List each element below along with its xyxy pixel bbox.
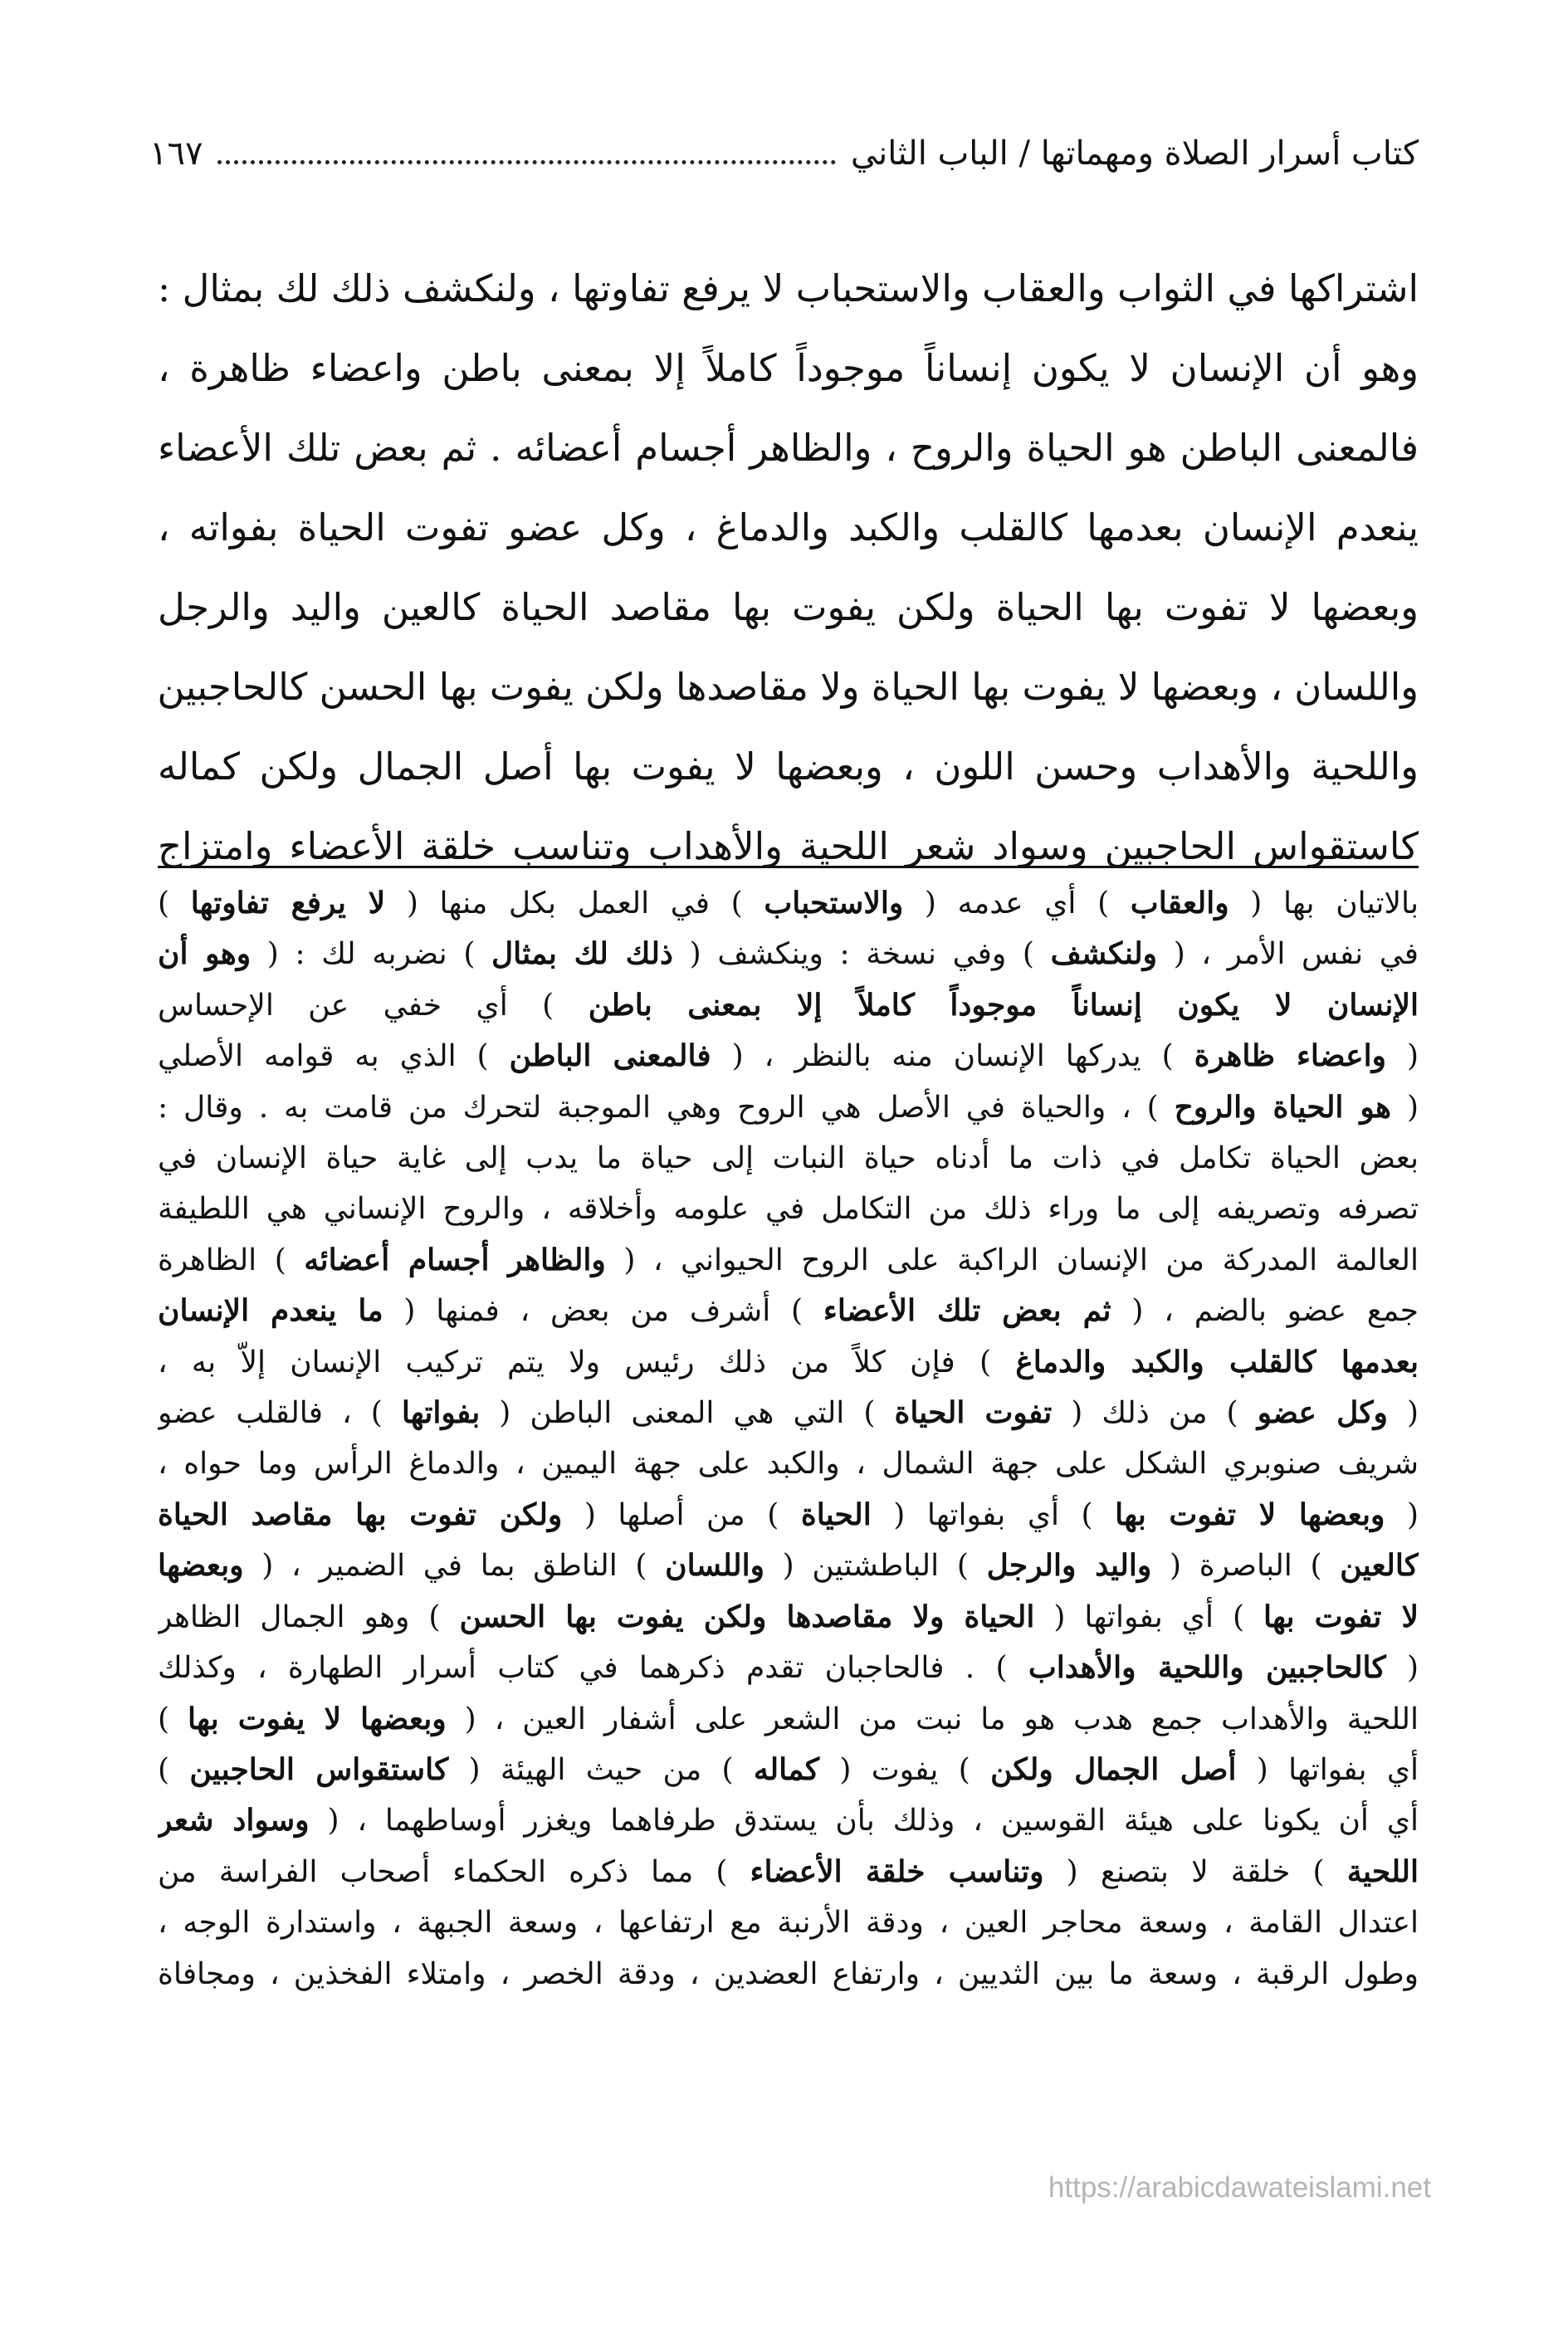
main-text-line: ينعدم الإنسان بعدمها كالقلب والكبد والدماغ ، وكل عضو تفوت الحياة بفواته ، [158, 505, 1419, 549]
commentary-line: وطول الرقبة ، وسعة ما بين الثديين ، وارتفاع العضدين ، ودقة الخصر ، وامتلاء الفخذين ، ومجافاة [158, 1956, 1419, 1991]
commentary-line: ( وكل عضو ) من ذلك ( تفوت الحياة ) التي هي المعنى الباطن ( بفواتها ) ، فالقلب عضو [158, 1395, 1419, 1431]
commentary-line: بالاتيان بها ( والعقاب ) أي عدمه ( والاستحباب ) في العمل بكل منها ( لا يرفع تفاوتها ) [158, 886, 1419, 921]
commentary-block [158, 878, 1419, 2000]
main-text-line: واللحية والأهداب وحسن اللون ، وبعضها لا يفوت بها أصل الجمال ولكن كماله [158, 745, 1419, 789]
main-text-line: وهو أن الإنسان لا يكون إنساناً موجوداً كاملاً إلا بمعنى باطن واعضاء ظاهرة ، [158, 346, 1419, 390]
main-text-line: فالمعنى الباطن هو الحياة والروح ، والظاهر أجسام أعضائه . ثم بعض تلك الأعضاء [158, 426, 1419, 470]
commentary-line: ( وبعضها لا تفوت بها ) أي بفواتها ( الحياة ) من أصلها ( ولكن تفوت بها مقاصد الحياة [158, 1497, 1419, 1532]
watermark-url: https://arabicdawateislami.net [1048, 2171, 1431, 2204]
commentary-line: ( كالحاجبين واللحية والأهداب ) . فالحاجبان تقدم ذكرهما في كتاب أسرار الطهارة ، وكذلك [158, 1650, 1419, 1686]
commentary-line: أي أن يكونا على هيئة القوسين ، وذلك بأن يستدق طرفاهما ويغزر أوساطهما ، ( وسواد شعر [158, 1803, 1419, 1839]
commentary-line: العالمة المدركة من الإنسان الراكبة على الروح الحيواني ، ( والظاهر أجسام أعضائه ) الظاهرة [158, 1242, 1419, 1277]
main-text-block [158, 249, 1419, 886]
running-header [149, 125, 1419, 183]
commentary-line: جمع عضو بالضم ، ( ثم بعض تلك الأعضاء ) أشرف من بعض ، فمنها ( ما ينعدم الإنسان [158, 1293, 1419, 1329]
commentary-line: اعتدال القامة ، وسعة محاجر العين ، ودقة الأرنبة مع ارتفاعها ، وسعة الجبهة ، واستدارة الوجه ، [158, 1906, 1419, 1941]
commentary-line: ( هو الحياة والروح ) ، والحياة في الأصل هي الروح وهي الموجبة لتحرك من قامت به . وقال : [158, 1089, 1419, 1125]
main-text-line: واللسان ، وبعضها لا يفوت بها الحياة ولا مقاصدها ولكن يفوت بها الحسن كالحاجبين [158, 665, 1419, 709]
page-number: ١٦٧ [149, 134, 203, 173]
commentary-line: اللحية ) خلقة لا بتصنع ( وتناسب خلقة الأعضاء ) مما ذكره الحكماء أصحاب الفراسة من [158, 1853, 1419, 1889]
commentary-line: في نفس الأمر ، ( ولنكشف ) وفي نسخة : وينكشف ( ذلك لك بمثال ) نضربه لك : ( وهو أن [158, 936, 1419, 972]
commentary-line: كالعين ) الباصرة ( واليد والرجل ) الباطشتين ( واللسان ) الناطق بما في الضمير ، ( وبعضها [158, 1548, 1419, 1584]
footnote-separator [158, 866, 1419, 868]
main-text-line: وبعضها لا تفوت بها الحياة ولكن يفوت بها مقاصد الحياة كالعين واليد والرجل [158, 585, 1419, 629]
commentary-line: ( واعضاء ظاهرة ) يدركها الإنسان منه بالنظر ، ( فالمعنى الباطن ) الذي به قوامه الأصلي [158, 1038, 1419, 1074]
commentary-line: لا تفوت بها ) أي بفواتها ( الحياة ولا مقاصدها ولكن يفوت بها الحسن ) وهو الجمال الظاهر [158, 1599, 1419, 1634]
commentary-line: الإنسان لا يكون إنساناً موجوداً كاملاً إلا بمعنى باطن ) أي خفي عن الإحساس [158, 987, 1419, 1023]
commentary-line: تصرفه وتصريفه إلى ما وراء ذلك من التكامل في علومه وأخلاقه ، والروح الإنساني هي اللطيفة [158, 1192, 1419, 1227]
main-text-line: كاستقواس الحاجبين وسواد شعر اللحية والأهداب وتناسب خلقة الأعضاء وامتزاج [158, 824, 1419, 868]
commentary-line: بعدمها كالقلب والكبد والدماغ ) فإن كلاً من ذلك رئيس ولا يتم تركيب الإنسان إلاّ به ، [158, 1344, 1419, 1380]
main-text-line: اشتراكها في الثواب والعقاب والاستحباب لا يرفع تفاوتها ، ولنكشف ذلك لك بمثال : [158, 266, 1419, 310]
commentary-line: شريف صنوبري الشكل على جهة الشمال ، والكبد على جهة اليمين ، والدماغ الرأس وما حواه ، [158, 1447, 1419, 1482]
header-dot-leader [217, 160, 835, 164]
commentary-line: اللحية والأهداب جمع هدب هو ما نبت من الشعر على أشفار العين ، ( وبعضها لا يفوت بها ) [158, 1701, 1419, 1736]
commentary-line: أي بفواتها ( أصل الجمال ولكن ) يفوت ( كماله ) من حيث الهيئة ( كاستقواس الحاجبين ) [158, 1751, 1419, 1787]
commentary-line: بعض الحياة تكامل في ذات ما أدناه حياة النبات إلى حياة ما يدب إلى غاية حياة الإنسان في [158, 1141, 1419, 1176]
header-title: كتاب أسرار الصلاة ومهماتها / الباب الثاني [850, 134, 1419, 173]
